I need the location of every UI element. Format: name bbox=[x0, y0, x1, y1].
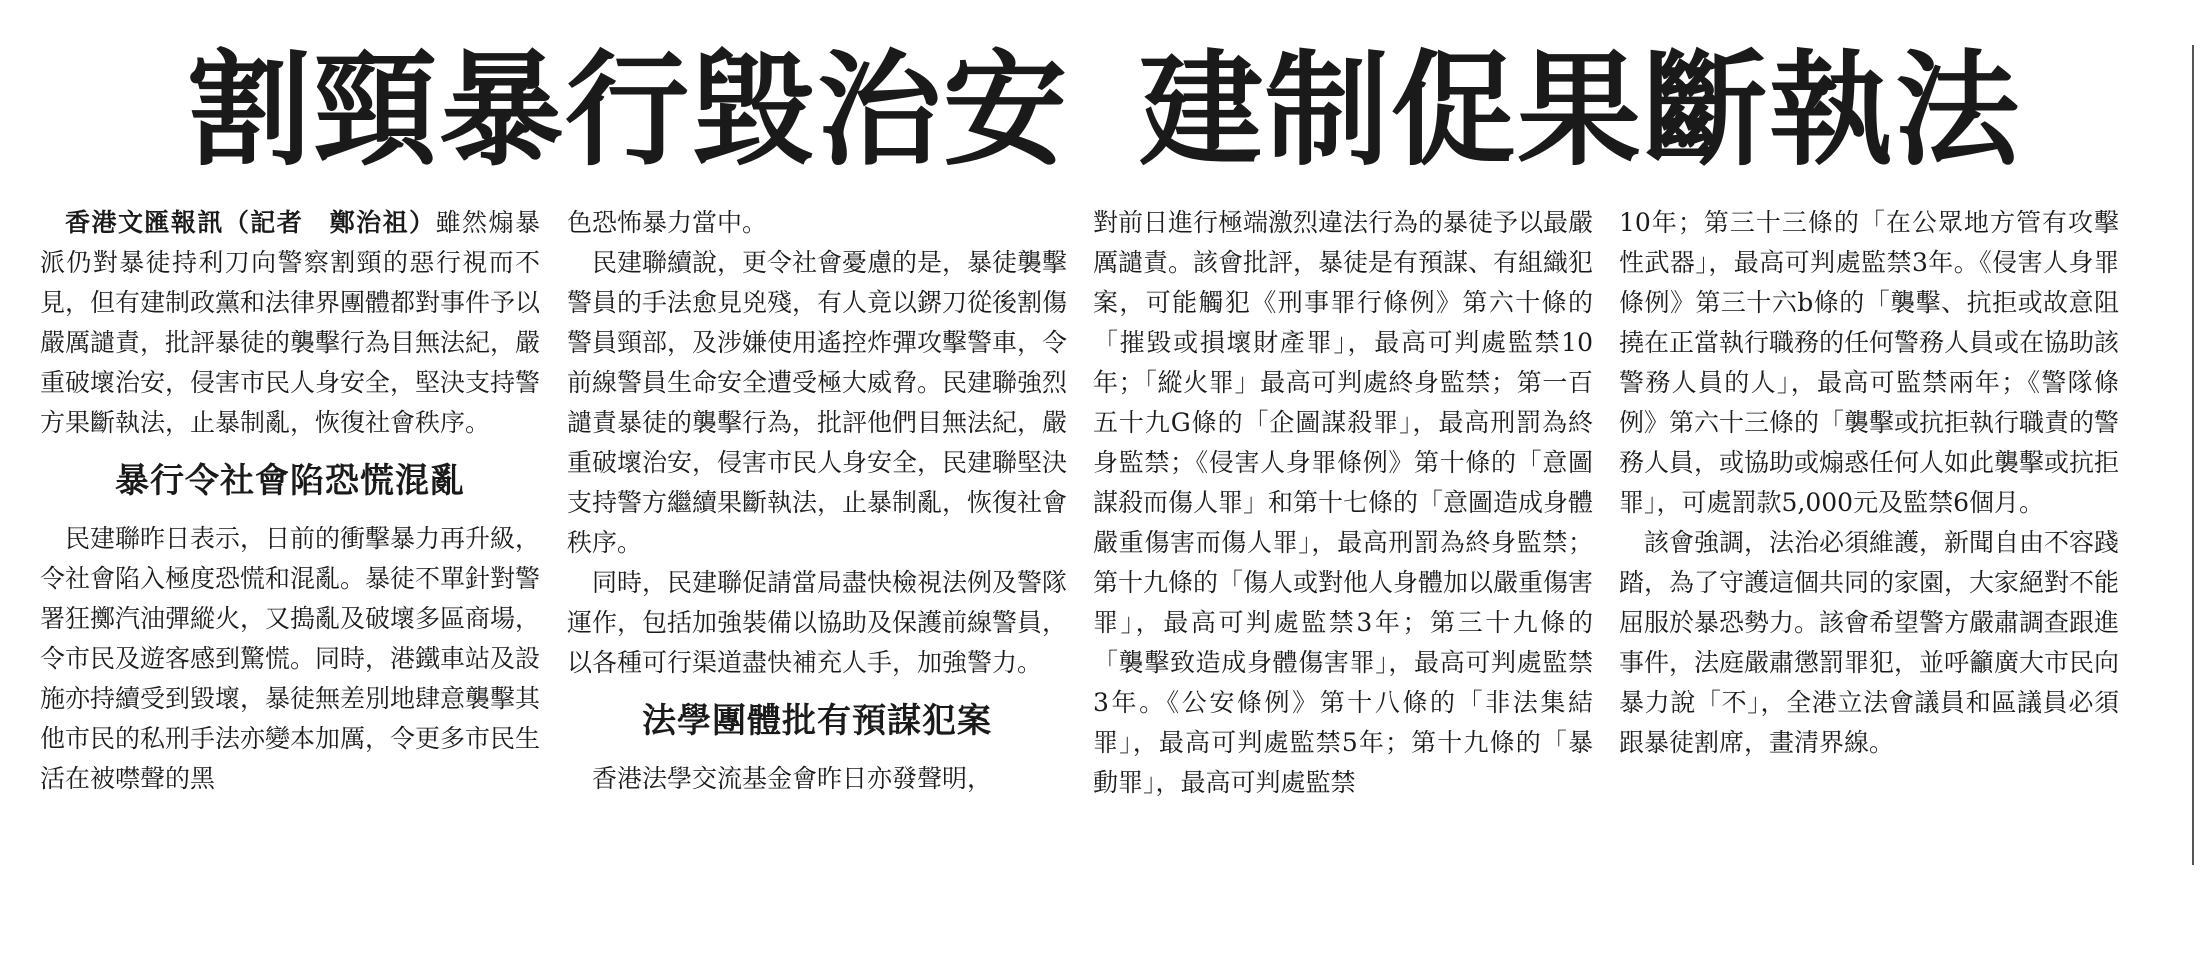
headline-right: 建制促果斷執法 bbox=[1139, 38, 2022, 183]
paragraph-3: 同時，民建聯促請當局盡快檢視法例及警隊運作，包括加強裝備以協助及保護前線警員，以各種可行渠道盡快補充人手，加強警力。 bbox=[567, 568, 1068, 677]
article-column-1 bbox=[40, 203, 540, 799]
paragraph-2: 民建聯續說，更令社會憂慮的是，暴徒襲擊警員的手法愈見兇殘，有人竟以鎅刀從後割傷警員頸部，及涉嫌使用遙控炸彈攻擊警車，令前線警員生命安全遭受極大威脅。民建聯強烈譴責暴徒的襲擊行為，批評他們目無法紀，嚴重破壞治安，侵害市民人身安全，民建聯堅決支持警方繼續果斷執法，止暴制亂，恢復社會秩序。 bbox=[567, 248, 1068, 557]
paragraph-5: 該會強調，法治必須維護，新聞自由不容踐踏，為了守護這個共同的家園，大家絕對不能屈服於暴恐勢力。該會希望警方嚴肅調查跟進事件，法庭嚴肅懲罰罪犯，並呼籲廣大市民向暴力說「不」，全港立法會議員和區議員必須跟暴徒割席，畫清界線。 bbox=[1619, 528, 2120, 757]
lead-paragraph bbox=[40, 203, 540, 443]
article-column-4 bbox=[1619, 203, 2119, 763]
headline bbox=[0, 36, 2208, 186]
article-column-3 bbox=[1093, 203, 1593, 803]
page-edge-rule bbox=[2192, 45, 2194, 865]
lead-text: 雖然煽暴派仍對暴徒持利刀向警察割頸的惡行視而不見，但有建制政黨和法律界團體都對事件予以嚴厲譴責，批評暴徒的襲擊行為目無法紀，嚴重破壞治安，侵害市民人身安全，堅決支持警方果斷執法，止暴制亂，恢復社會秩序。 bbox=[40, 208, 541, 437]
paragraph-4-continued-2: 10年；第三十三條的「在公眾地方管有攻擊性武器」，最高可判處監禁3年。《侵害人身罪條例》第三十六b條的「襲擊、抗拒或故意阻撓在正當執行職務的任何警務人員或在協助該警務人員的人」，最高可監禁兩年；《警隊條例》第六十三條的「襲擊或抗拒執行職責的警務人員，或協助或煽惑任何人如此襲擊或抗拒罪」，可處罰款5,000元及監禁6個月。 bbox=[1619, 208, 2120, 517]
subhead-1: 暴行令社會陷恐慌混亂 bbox=[115, 461, 465, 501]
paragraph-1-continued: 色恐怖暴力當中。 bbox=[567, 208, 768, 237]
byline: 香港文匯報訊（記者 鄭治祖） bbox=[65, 208, 436, 237]
headline-left: 割頸暴行毀治安 bbox=[186, 38, 1069, 183]
paragraph-4: 香港法學交流基金會昨日亦發聲明， bbox=[592, 764, 993, 793]
article-column-2 bbox=[567, 203, 1067, 799]
paragraph-4-continued: 對前日進行極端激烈違法行為的暴徒予以最嚴厲譴責。該會批評，暴徒是有預謀、有組織犯案，可能觸犯《刑事罪行條例》第六十條的「摧毀或損壞財產罪」，最高可判處監禁10年；「縱火罪」最高可判處終身監禁；第一百五十九G條的「企圖謀殺罪」，最高刑罰為終身監禁；《侵害人身罪條例》第十條的「意圖謀殺而傷人罪」和第十七條的「意圖造成身體嚴重傷害而傷人罪」，最高刑罰為終身監禁；第十九條的「傷人或對他人身體加以嚴重傷害罪」，最高可判處監禁3年；第三十九條的「襲擊致造成身體傷害罪」，最高可判處監禁3年。《公安條例》第十八條的「非法集結罪」，最高可判處監禁5年；第十九條的「暴動罪」，最高可判處監禁 bbox=[1093, 208, 1594, 797]
subhead-2: 法學團體批有預謀犯案 bbox=[642, 701, 992, 741]
paragraph-1: 民建聯昨日表示，日前的衝擊暴力再升級，令社會陷入極度恐慌和混亂。暴徒不單針對警署狂擲汽油彈縱火，又搗亂及破壞多區商場，令市民及遊客感到驚慌。同時，港鐵車站及設施亦持續受到毀壞，暴徒無差別地肆意襲擊其他市民的私刑手法亦變本加厲，令更多市民生活在被噤聲的黑 bbox=[40, 524, 541, 793]
